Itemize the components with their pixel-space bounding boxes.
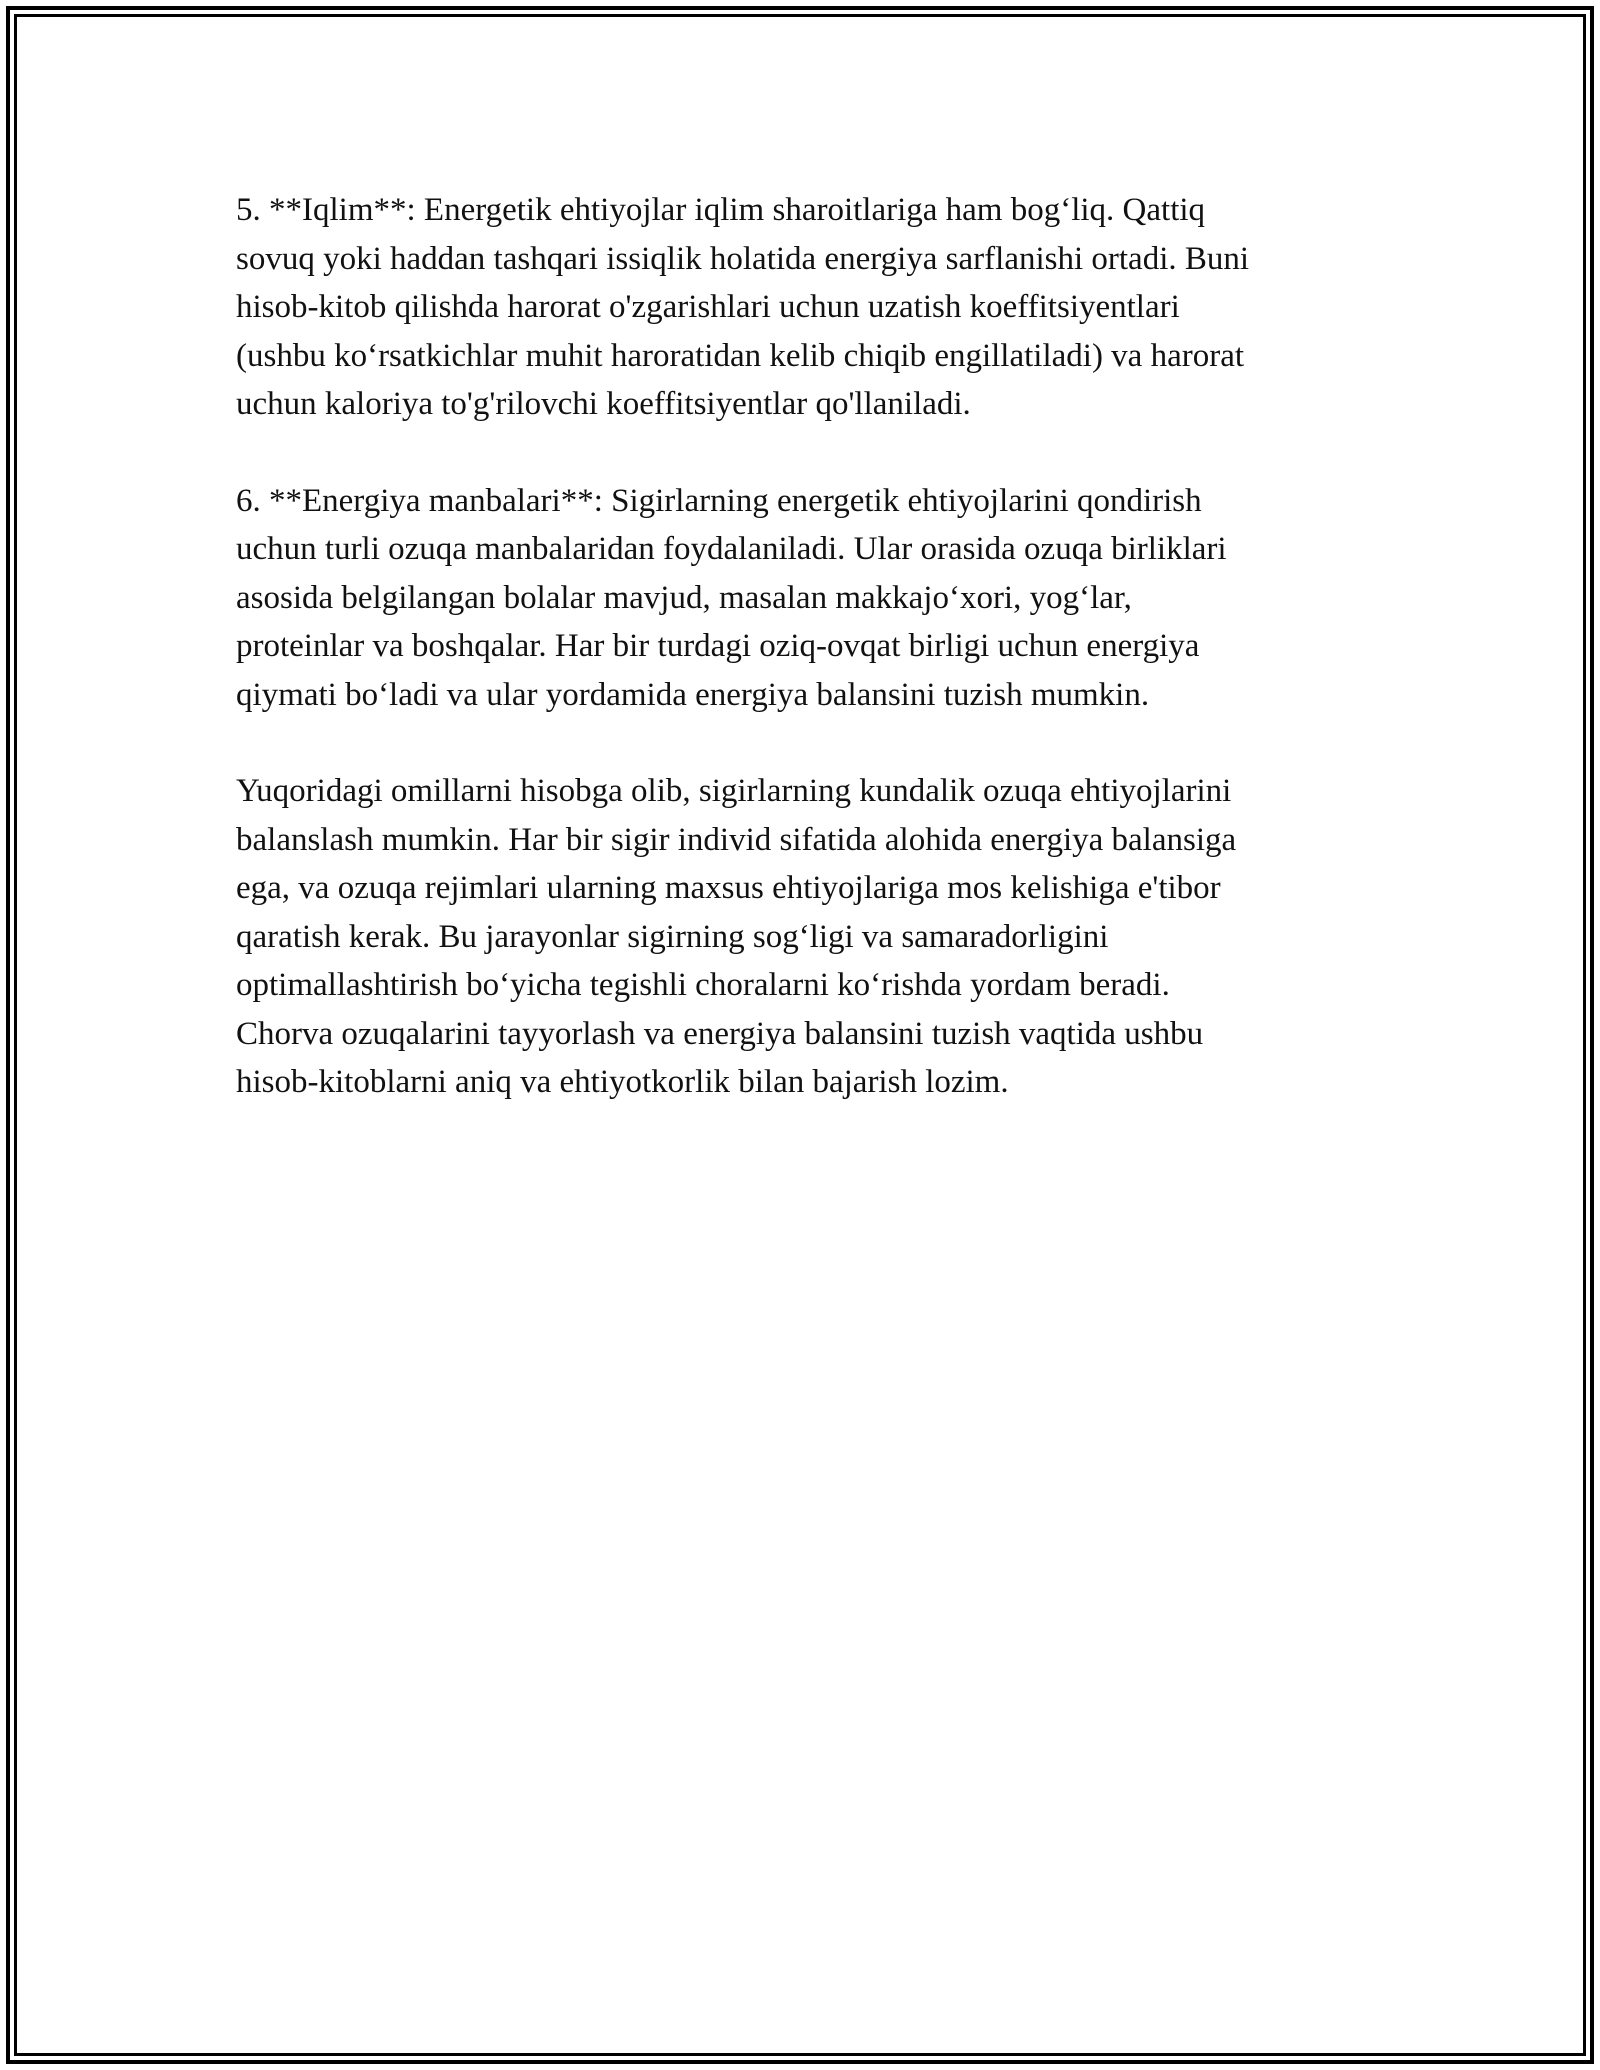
text-line: sovuq yoki haddan tashqari issiqlik holatida energiya sarflanishi ortadi. Buni	[236, 240, 1250, 277]
text-line: hisob-kitoblarni aniq va ehtiyotkorlik bilan bajarish lozim.	[236, 1064, 1009, 1100]
text-line: uchun kaloriya to'g'rilovchi koeffitsiyentlar qo'llaniladi.	[236, 386, 971, 422]
text-line: optimallashtirish bo‘yicha tegishli choralarni ko‘rishda yordam beradi.	[236, 967, 1170, 1003]
text-line: proteinlar va boshqalar. Har bir turdagi oziq-ovqat birligi uchun energiya	[236, 628, 1200, 664]
text-line: Yuqoridagi omillarni hisobga olib, sigirlarning kundalik ozuqa ehtiyojlarini	[236, 773, 1232, 809]
text-line: hisob-kitob qilishda harorat o'zgarishlari uchun uzatish koeffitsiyentlari	[236, 289, 1180, 325]
text-line: balanslash mumkin. Har bir sigir individ sifatida alohida energiya balansiga	[236, 821, 1237, 858]
text-line: ega, va ozuqa rejimlari ularning maxsus ehtiyojlariga mos kelishiga e'tibor	[236, 870, 1221, 906]
text-line: asosida belgilangan bolalar mavjud, masalan makkajo‘xori, yog‘lar,	[236, 579, 1132, 616]
text-line: 6. **Energiya manbalari**: Sigirlarning energetik ehtiyojlarini qondirish	[236, 482, 1202, 519]
document-body	[236, 186, 1376, 1155]
paragraph-conclusion	[236, 767, 1376, 1107]
text-line: qaratish kerak. Bu jarayonlar sigirning sog‘ligi va samaradorligini	[236, 918, 1109, 955]
paragraph-climate	[236, 186, 1376, 429]
text-line: (ushbu ko‘rsatkichlar muhit haroratidan kelib chiqib engillatiladi) va harorat	[236, 337, 1245, 374]
text-line: uchun turli ozuqa manbalaridan foydalaniladi. Ular orasida ozuqa birliklari	[236, 531, 1227, 567]
paragraph-energy-sources	[236, 477, 1376, 720]
text-line: qiymati bo‘ladi va ular yordamida energiya balansini tuzish mumkin.	[236, 676, 1150, 713]
text-line: 5. **Iqlim**: Energetik ehtiyojlar iqlim sharoitlariga ham bog‘liq. Qattiq	[236, 192, 1206, 228]
text-line: Chorva ozuqalarini tayyorlash va energiya balansini tuzish vaqtida ushbu	[236, 1015, 1204, 1052]
